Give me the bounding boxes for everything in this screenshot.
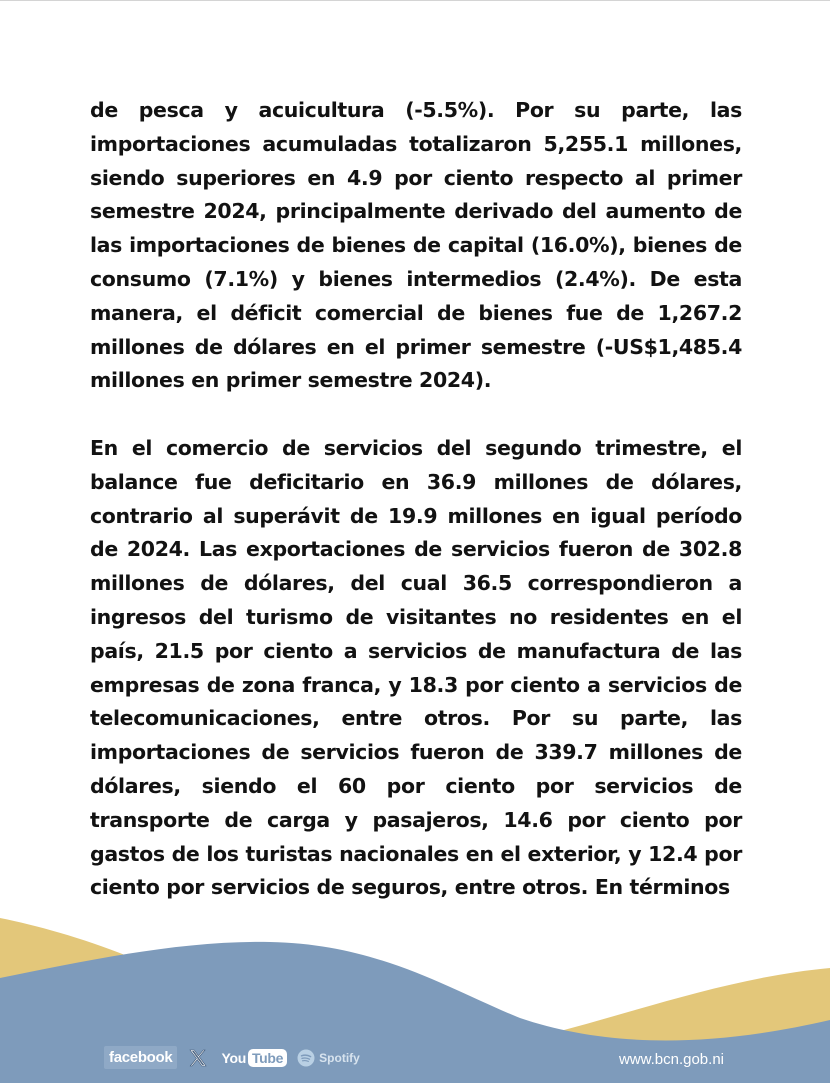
facebook-link[interactable]: facebook [104, 1046, 177, 1069]
x-icon[interactable] [187, 1047, 209, 1069]
paragraph-trade-goods: de pesca y acuicultura (-5.5%). Por su parte, las importaciones acumuladas totalizaron 5,255.1 millones, siendo superiores en 4.9 por ciento respecto al primer semestre 2024, principalmente derivado del aumento de las importaciones de bienes de capital (16.0%), bienes de consumo (7.1%) y bienes intermedios (2.4%). De esta manera, el déficit comercial de bienes fue de 1,267.2 millones de dólares en el primer semestre (-US$1,485.4 millones en primer semestre 2024). [90, 98, 742, 393]
spotify-icon [297, 1049, 315, 1067]
website-link[interactable]: www.bcn.gob.ni [618, 1051, 724, 1068]
social-links [104, 1046, 360, 1069]
document-body [90, 94, 742, 905]
spotify-label: Spotify [319, 1050, 360, 1065]
youtube-link[interactable] [219, 1049, 287, 1067]
top-rule [0, 0, 830, 1]
youtube-you: You [221, 1049, 246, 1066]
youtube-tube: Tube [248, 1049, 287, 1067]
spotify-link[interactable] [297, 1049, 360, 1067]
footer-bar [0, 1040, 830, 1080]
paragraph-trade-services: En el comercio de servicios del segundo trimestre, el balance fue deficitario en 36.9 millones de dólares, contrario al superávit de 19.9 millones en igual período de 2024. Las exportaciones de servicios fueron de 302.8 millones de dólares, del cual 36.5 correspondieron a ingresos del turismo de visitantes no residentes en el país, 21.5 por ciento a servicios de manufactura de las empresas de zona franca, y 18.3 por ciento a servicios de telecomunicaciones, entre otros. Por su parte, las importaciones de servicios fueron de 339.7 millones de dólares, siendo el 60 por ciento por servicios de transporte de carga y pasajeros, 14.6 por ciento por gastos de los turistas nacionales en el exterior, y 12.4 por ciento por servicios de seguros, entre otros. En términos [90, 435, 742, 900]
